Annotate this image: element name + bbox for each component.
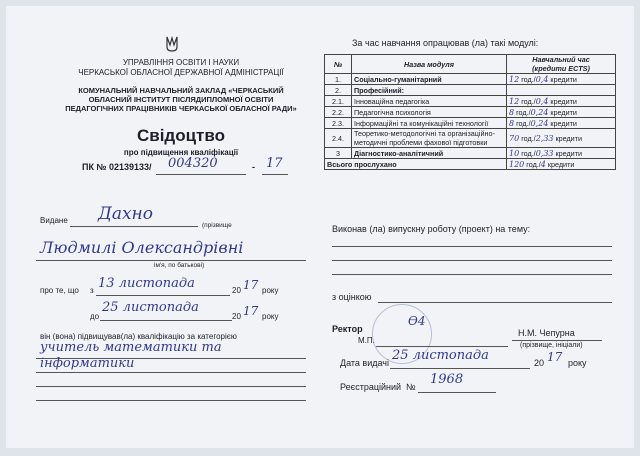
name-caption: ім'я, по батькові) [154,262,205,269]
row-module: Інформаційні та комунікаційні технології [352,118,507,129]
table-row [325,148,616,159]
from-year-suffix: року [262,286,279,295]
date-handwritten: 25 листопада [392,348,489,363]
row-hours: 8 год./0,24 кредити [507,107,616,118]
number-dash: - [252,162,255,172]
qualification-label: він (вона) підвищував(ла) кваліфікацію за категорією [40,332,237,341]
registration-label: Реєстраційний [340,382,402,392]
surname-caption: (прізвище [202,222,232,229]
number-label: ПК № 02139133/ [82,162,152,172]
row-module: Соціально-гуманітарний [352,74,507,85]
number-year-handwritten: 17 [266,156,283,171]
row-number: 1. [325,74,352,85]
project-underline-1 [332,246,612,247]
date-suffix: року [568,358,587,368]
table-row [325,107,616,118]
table-row [325,74,616,85]
from-label: про те, що [40,286,79,295]
row-hours: 70 год./2,33 кредити [507,129,616,148]
row-module: Педагогічна психологія [352,107,507,118]
issued-label: Видане [40,216,68,225]
from-date-underline [96,295,230,296]
registration-underline [418,392,496,393]
header-number: № [325,55,352,74]
row-hours: 12 год./0,4 кредити [507,74,616,85]
row-number: 2.4. [325,129,352,148]
from-date-handwritten: 13 листопада [98,276,195,291]
row-number: 2. [325,85,352,96]
row-hours: 10 год./0,33 кредити [507,148,616,159]
grade-underline [378,302,612,303]
qualification-underline-4 [36,400,306,401]
modules-intro: За час навчання опрацював (ла) такі модулі: [352,38,539,48]
row-module: Теоретико-методологічні та організаційно-методичні проблеми фахової підготовки [352,129,507,148]
certificate-page [6,6,634,448]
total-hours: 120 год./4 кредити [507,159,616,170]
row-number: 2.1. [325,96,352,107]
date-underline [390,368,530,369]
to-year-handwritten: 17 [243,304,259,318]
date-label: Дата видачі [340,358,389,368]
institution-line-3: ПЕДАГОГІЧНИХ ПРАЦІВНИКІВ ЧЕРКАСЬКОЇ ОБЛАСНОЇ РАДИ» [65,104,297,113]
ministry-line-2: ЧЕРКАСЬКОЇ ОБЛАСНОЇ ДЕРЖАВНОЇ АДМІНІСТРАЦІЇ [78,68,284,77]
project-underline-2 [332,260,612,261]
row-hours: 12 год./0,4 кредити [507,96,616,107]
table-row [325,96,616,107]
name-underline [36,260,306,261]
document-subtitle: про підвищення кваліфікації [123,148,239,157]
to-date-handwritten: 25 листопада [102,300,199,315]
name-handwritten: Людмилі Олександрівні [40,238,244,257]
ministry-line-1: УПРАВЛІННЯ ОСВІТИ І НАУКИ [122,58,240,67]
date-year-prefix: 20 [534,358,545,368]
from-year-handwritten: 17 [243,278,259,292]
to-label: до [90,312,100,321]
header-hours-label: Навчальний час [532,55,590,64]
registration-handwritten: 1968 [430,372,464,387]
row-module: Професійний: [352,85,507,96]
qualification-handwritten-1: учитель математики та [40,340,222,355]
institution-line-2: ОБЛАСНИЙ ІНСТИТУТ ПІСЛЯДИПЛОМНОЇ ОСВІТИ [88,95,274,104]
rector-name: Н.М. Чепурна [518,328,575,338]
mp-label: М.П. [358,336,375,345]
rector-name-underline [512,340,602,341]
institution-line-1: КОМУНАЛЬНИЙ НАВЧАЛЬНИЙ ЗАКЛАД «ЧЕРКАСЬКИЙ [78,86,284,95]
row-number: 3 [325,148,352,159]
project-underline-3 [332,274,612,275]
header-hours [507,55,616,74]
row-module: Інноваційна педагогіка [352,96,507,107]
from-year-prefix: 20 [232,286,241,295]
coat-of-arms-icon [166,36,178,52]
grade-label: з оцінкою [332,292,372,302]
rector-label: Ректор [332,324,363,334]
to-date-underline [100,320,232,321]
surname-underline [70,226,198,227]
project-label: Виконав (ла) випускну роботу (проект) на тему: [332,224,531,234]
document-title: Свідоцтво [136,126,225,145]
signature-underline [376,346,508,347]
qualification-underline-3 [36,386,306,387]
row-module: Діагностико-аналітичний [352,148,507,159]
table-header-row [325,55,616,74]
modules-table [324,54,616,170]
row-number: 2.3. [325,118,352,129]
header-credits-label: (кредити ECTS) [532,64,590,73]
number-underline [156,174,246,175]
rector-signature: Ѳ4 [408,314,426,328]
registration-no-sign: № [406,382,416,392]
rector-caption: (прізвище, ініціали) [520,342,583,349]
table-row [325,85,616,96]
number-handwritten: 004320 [168,156,218,171]
date-year-handwritten: 17 [547,350,563,364]
to-year-suffix: року [262,312,279,321]
header-module: Назва модуля [352,55,507,74]
surname-handwritten: Дахно [98,204,153,224]
qualification-underline-2 [36,372,306,373]
qualification-handwritten-2: інформатики [40,356,135,371]
row-hours: 8 год./0,24 кредити [507,118,616,129]
table-total-row [325,159,616,170]
to-year-prefix: 20 [232,312,241,321]
row-number: 2.2. [325,107,352,118]
row-hours [507,85,616,96]
total-label: Всього прослухано [325,159,507,170]
table-row [325,129,616,148]
table-row [325,118,616,129]
from-z: з [90,286,94,295]
number-year-underline [262,174,288,175]
